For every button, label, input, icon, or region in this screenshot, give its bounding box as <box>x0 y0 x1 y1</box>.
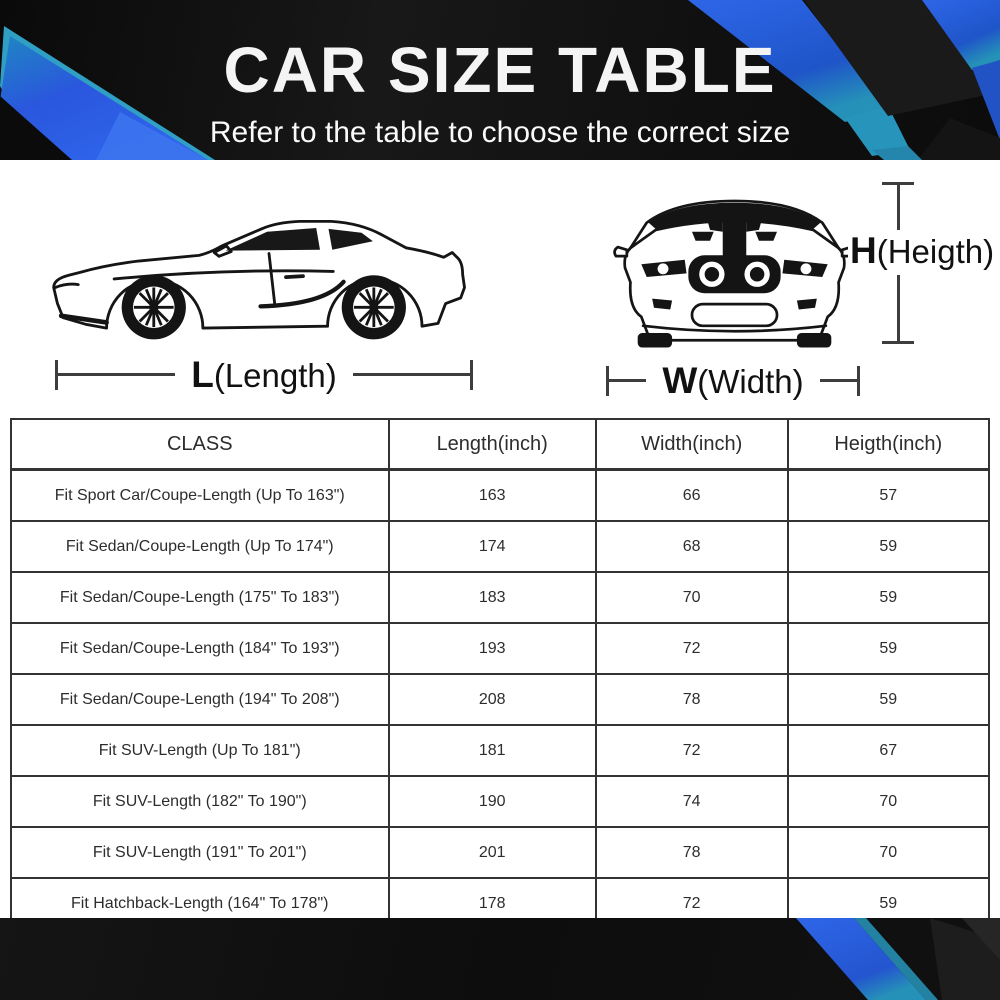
table-row <box>11 776 989 827</box>
class-cell: Fit Sedan/Coupe-Length (194" To 208") <box>11 674 389 725</box>
value-cell: 72 <box>596 878 788 929</box>
column-header: Length(inch) <box>389 419 596 470</box>
value-cell: 59 <box>788 623 989 674</box>
class-cell: Fit Sedan/Coupe-Length (175" To 183") <box>11 572 389 623</box>
length-name: (Length) <box>213 357 337 394</box>
column-header: CLASS <box>11 419 389 470</box>
table-row <box>11 725 989 776</box>
table-row <box>11 572 989 623</box>
column-header: Heigth(inch) <box>788 419 989 470</box>
table-row <box>11 623 989 674</box>
class-cell: Fit Hatchback-Length (164" To 178") <box>11 878 389 929</box>
value-cell: 193 <box>389 623 596 674</box>
class-cell: Fit SUV-Length (Up To 181") <box>11 725 389 776</box>
value-cell: 70 <box>596 572 788 623</box>
value-cell: 70 <box>788 827 989 878</box>
measure-tick <box>857 366 860 396</box>
value-cell: 67 <box>788 725 989 776</box>
page-subtitle: Refer to the table to choose the correct size <box>209 116 791 149</box>
width-abbr: W <box>662 360 698 401</box>
height-label <box>848 230 1000 275</box>
measure-tick <box>470 360 473 390</box>
car-side-view-icon <box>48 192 473 348</box>
width-measurement-line <box>606 362 860 399</box>
class-cell: Fit Sport Car/Coupe-Length (Up To 163") <box>11 470 389 522</box>
value-cell: 68 <box>596 521 788 572</box>
value-cell: 72 <box>596 623 788 674</box>
measure-segment <box>58 373 175 376</box>
value-cell: 163 <box>389 470 596 522</box>
length-abbr: L <box>191 354 214 395</box>
value-cell: 59 <box>788 674 989 725</box>
length-measurement-line <box>55 356 473 393</box>
value-cell: 74 <box>596 776 788 827</box>
value-cell: 78 <box>596 827 788 878</box>
measure-segment <box>353 373 470 376</box>
column-header: Width(inch) <box>596 419 788 470</box>
value-cell: 59 <box>788 572 989 623</box>
value-cell: 57 <box>788 470 989 522</box>
width-label <box>646 362 819 399</box>
value-cell: 59 <box>788 521 989 572</box>
value-cell: 174 <box>389 521 596 572</box>
value-cell: 201 <box>389 827 596 878</box>
measure-tick <box>882 341 914 344</box>
class-cell: Fit Sedan/Coupe-Length (184" To 193") <box>11 623 389 674</box>
value-cell: 70 <box>788 776 989 827</box>
table-header-row <box>11 419 989 470</box>
class-cell: Fit Sedan/Coupe-Length (Up To 174") <box>11 521 389 572</box>
class-cell: Fit SUV-Length (191" To 201") <box>11 827 389 878</box>
footer-decoration <box>0 918 1000 1000</box>
value-cell: 181 <box>389 725 596 776</box>
value-cell: 72 <box>596 725 788 776</box>
value-cell: 78 <box>596 674 788 725</box>
car-size-table <box>10 418 990 930</box>
height-abbr: H <box>850 230 877 271</box>
class-cell: Fit SUV-Length (182" To 190") <box>11 776 389 827</box>
table-row <box>11 470 989 522</box>
value-cell: 208 <box>389 674 596 725</box>
length-label <box>175 356 353 393</box>
value-cell: 183 <box>389 572 596 623</box>
value-cell: 178 <box>389 878 596 929</box>
table-row <box>11 827 989 878</box>
measure-segment <box>820 379 857 382</box>
page-title: CAR SIZE TABLE <box>223 34 777 106</box>
table-row <box>11 521 989 572</box>
value-cell: 59 <box>788 878 989 929</box>
height-name: (Heigth) <box>876 233 995 270</box>
value-cell: 66 <box>596 470 788 522</box>
width-name: (Width) <box>697 363 804 400</box>
header-banner <box>0 0 1000 160</box>
measure-segment <box>609 379 646 382</box>
car-front-view-icon <box>612 172 857 362</box>
footer-banner <box>0 918 1000 1000</box>
table-row <box>11 674 989 725</box>
value-cell: 190 <box>389 776 596 827</box>
